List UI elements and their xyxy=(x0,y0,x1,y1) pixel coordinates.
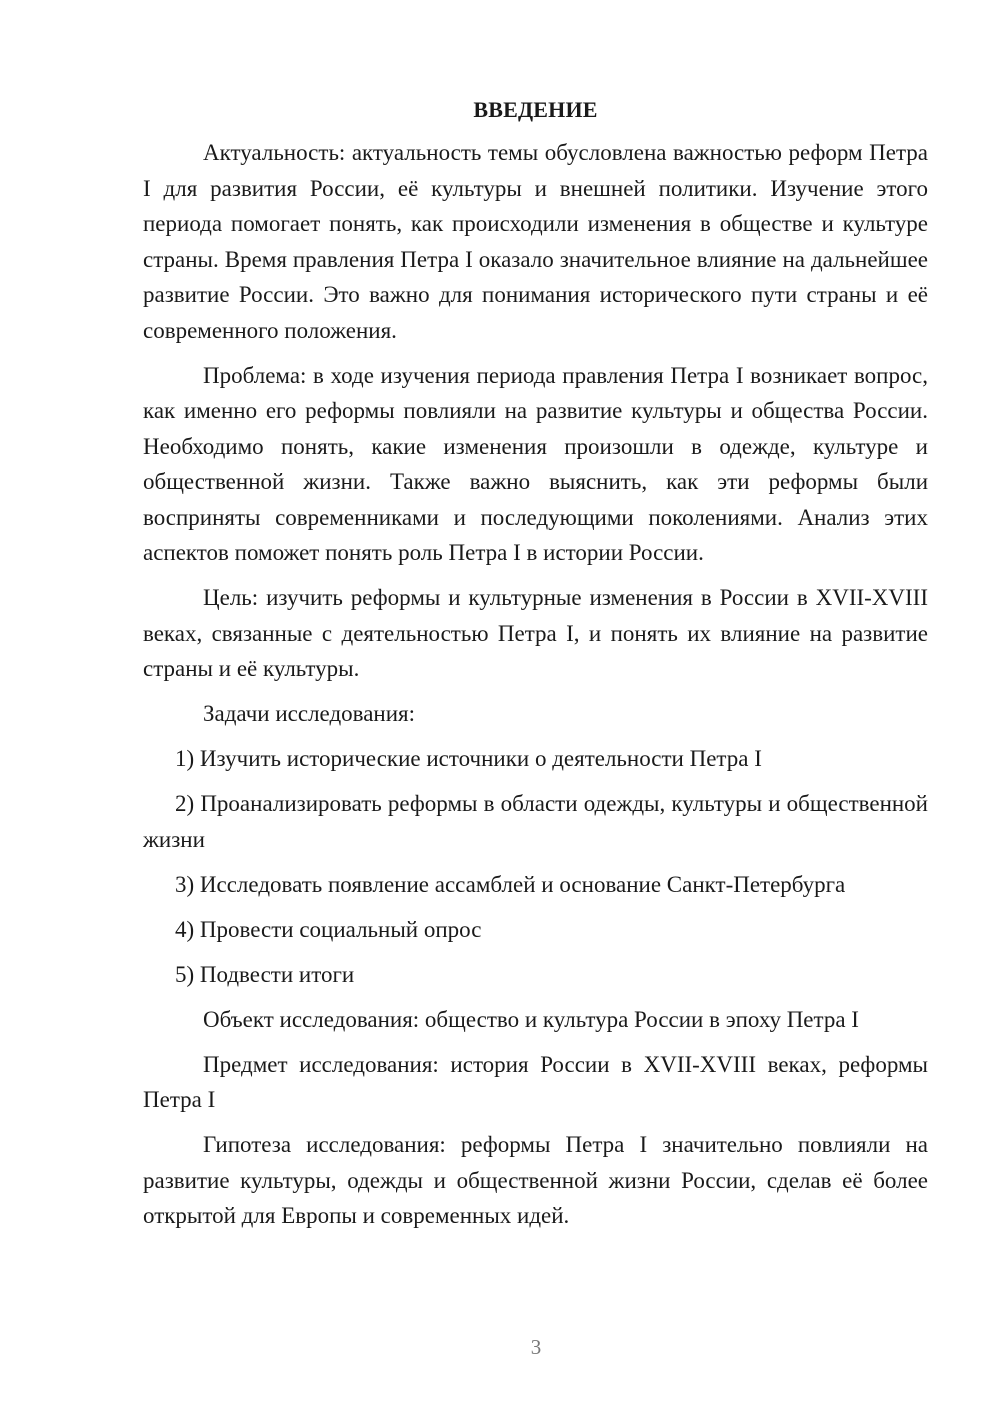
relevance-paragraph: Актуальность: актуальность темы обусловлена важностью реформ Петра I для развития России, её культуры и внешней политики. Изучение этого периода помогает понять, как происходили изменения в обществе и культуре страны. Время правления Петра I оказало значительное влияние на дальнейшее развитие России. Это важно для понимания исторического пути страны и её современного положения. xyxy=(143,140,928,343)
tasks-heading: Задачи исследования: xyxy=(203,701,416,726)
task-item: 3) Исследовать появление ассамблей и основание Санкт-Петербурга xyxy=(175,871,846,897)
task-item: 5) Подвести итоги xyxy=(175,961,355,987)
task-item: 1) Изучить исторические источники о деятельности Петра I xyxy=(175,746,762,771)
hypothesis-paragraph: Гипотеза исследования: реформы Петра I значительно повлияли на развитие культуры, одежды и общественной жизни России, сделав её более открытой для Европы и современных идей. xyxy=(143,1132,928,1228)
subject-paragraph: Предмет исследования: история России в XVII-XVIII веках, реформы Петра I xyxy=(143,1051,928,1112)
goal-paragraph: Цель: изучить реформы и культурные изменения в России в XVII-XVIII веках, связанные с деятельностью Петра I, и понять их влияние на развитие страны и её культуры. xyxy=(143,585,928,681)
problem-paragraph: Проблема: в ходе изучения периода правления Петра I возникает вопрос, как именно его реформы повлияли на развитие культуры и общества России. Необходимо понять, какие изменения произошли в одежде, культуре и общественной жизни. Также важно выяснить, как эти реформы были восприняты современниками и последующими поколениями. Анализ этих аспектов поможет понять роль Петра I в истории России. xyxy=(143,362,928,565)
object-paragraph: Объект исследования: общество и культура России в эпоху Петра I xyxy=(203,1006,859,1032)
page-content xyxy=(143,92,928,1243)
page-number: 3 xyxy=(530,1335,542,1359)
task-item: 4) Провести социальный опрос xyxy=(175,916,482,942)
section-title: ВВЕДЕНИЕ xyxy=(473,97,598,122)
task-item: 2) Проанализировать реформы в области одежды, культуры и общественной жизни xyxy=(143,791,928,852)
